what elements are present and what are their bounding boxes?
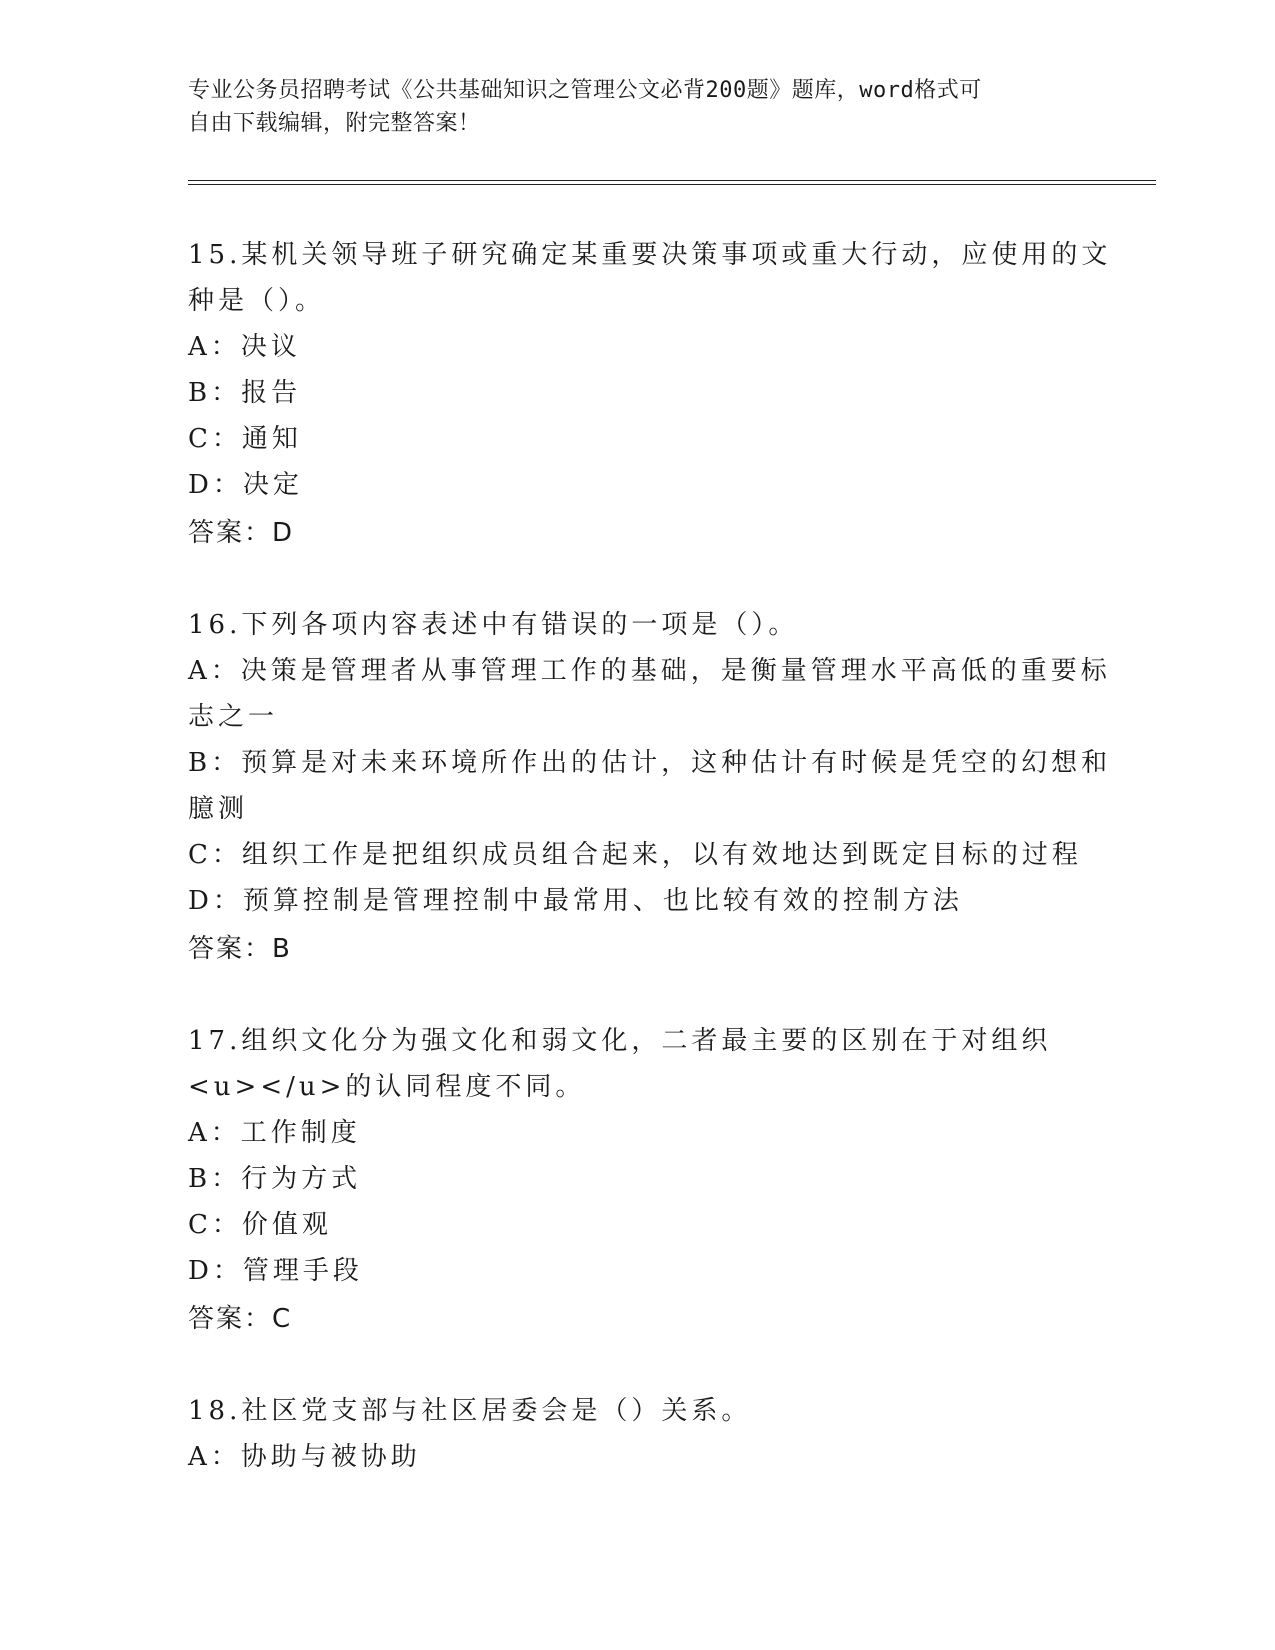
option-b: B：预算是对未来环境所作出的估计，这种估计有时候是凭空的幻想和 [188, 748, 1112, 778]
option-c: C：价值观 [188, 1210, 332, 1240]
option-a-continued: 志之一 [188, 702, 279, 732]
question-15 [188, 232, 1112, 556]
option-d: D：预算控制是管理控制中最常用、也比较有效的控制方法 [188, 886, 963, 916]
question-stem: 18.社区党支部与社区居委会是（）关系。 [188, 1396, 752, 1426]
option-c: C：通知 [188, 424, 302, 454]
answer: 答案：D [188, 518, 295, 548]
option-a: A：协助与被协助 [188, 1442, 421, 1472]
question-stem: 15.某机关领导班子研究确定某重要决策事项或重大行动，应使用的文 [188, 240, 1112, 270]
option-d: D：决定 [188, 470, 303, 500]
option-c: C：组织工作是把组织成员组合起来，以有效地达到既定目标的过程 [188, 840, 1082, 870]
question-stem: <u></u>的认同程度不同。 [188, 1072, 586, 1102]
option-b-continued: 臆测 [188, 794, 249, 824]
header-line-1: 专业公务员招聘考试《公共基础知识之管理公文必背200题》题库，word格式可 [188, 78, 982, 103]
question-stem: 17.组织文化分为强文化和弱文化，二者最主要的区别在于对组织 [188, 1026, 1052, 1056]
option-b: B：报告 [188, 378, 302, 408]
question-16 [188, 602, 1112, 972]
question-stem: 16.下列各项内容表述中有错误的一项是（）。 [188, 610, 799, 640]
header-line-2: 自由下载编辑，附完整答案！ [188, 111, 481, 136]
option-a: A：决议 [188, 332, 301, 362]
option-a: A：决策是管理者从事管理工作的基础，是衡量管理水平高低的重要标 [188, 656, 1111, 686]
question-stem: 种是（）。 [188, 286, 326, 316]
option-d: D：管理手段 [188, 1256, 363, 1286]
document-header [188, 74, 1088, 140]
question-list [188, 232, 1112, 1526]
header-divider [188, 180, 1156, 185]
answer: 答案：C [188, 1304, 293, 1334]
question-17 [188, 1018, 1088, 1342]
option-a: A：工作制度 [188, 1118, 361, 1148]
option-b: B：行为方式 [188, 1164, 362, 1194]
question-18 [188, 1388, 1088, 1480]
answer: 答案：B [188, 934, 292, 964]
